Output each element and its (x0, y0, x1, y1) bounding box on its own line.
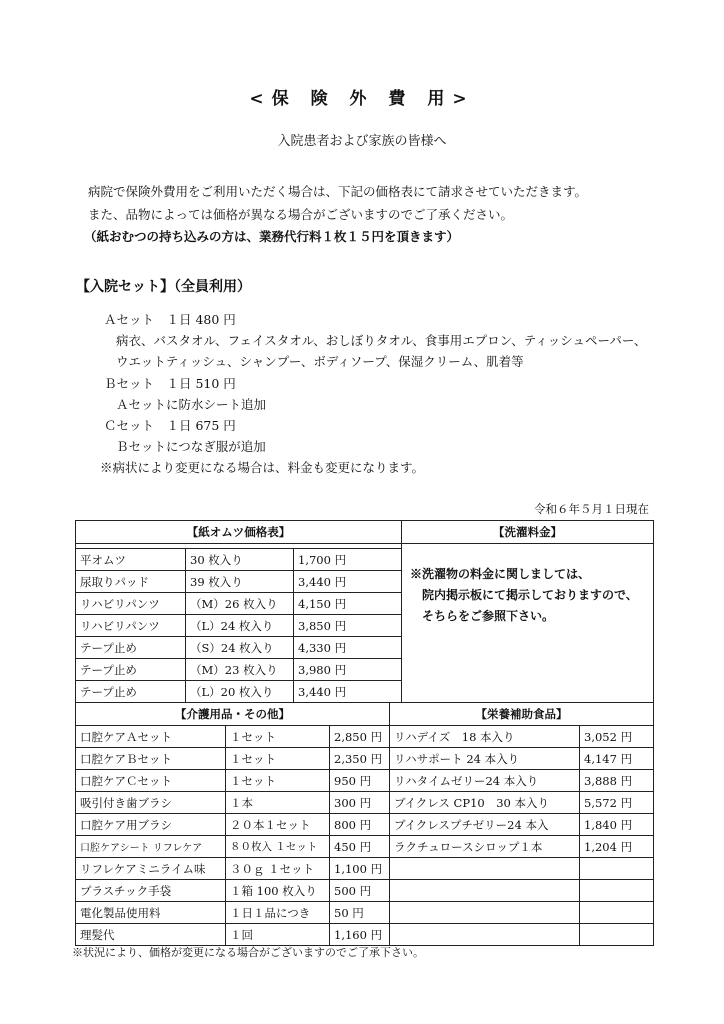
laundry-table-header: 【洗濯料金】 (402, 521, 654, 544)
nutrition-item: リハタイムゼリー24 本入り (390, 770, 580, 792)
page-subtitle: 入院患者および家族の皆様へ (277, 134, 447, 149)
set-a-contents-2: ウエットティッシュ、シャンプー、ボディソープ、保湿クリーム、肌着等 (116, 354, 524, 369)
table-row (76, 880, 654, 902)
laundry-note-line-1: ※洗濯物の料金に関しましては、 (410, 567, 591, 581)
diaper-laundry-header-row (76, 521, 654, 544)
diaper-qty: 30 枚入り (186, 549, 294, 571)
table-row (76, 924, 654, 946)
diaper-item: テープ止め (76, 637, 186, 659)
diaper-item: 尿取りパッド (76, 571, 186, 593)
care-unit: １セット (226, 726, 330, 748)
nutrition-price (580, 858, 654, 880)
admission-set-heading: 【入院セット】（全員利用） (76, 279, 251, 295)
table-row (76, 902, 654, 924)
nutrition-item (390, 880, 580, 902)
table-row (76, 836, 654, 858)
nutrition-item (390, 924, 580, 946)
set-c-contents: Ｂセットにつなぎ服が追加 (116, 439, 266, 454)
diaper-price: 3,440 円 (294, 571, 402, 593)
set-b-contents: Ａセットに防水シート追加 (116, 397, 267, 412)
care-nutrition-table (75, 702, 654, 946)
care-unit: １日１品につき (226, 902, 330, 924)
nutrition-item: リハサポート 24 本入り (390, 748, 580, 770)
diaper-price: 3,440 円 (294, 681, 402, 703)
nutrition-price: 4,147 円 (580, 748, 654, 770)
nutrition-item: ラクチュロースシロップ１本 (390, 836, 580, 858)
set-a-line: Ａセット １日 480 円 (104, 312, 236, 327)
nutrition-item: ブイクレスプチゼリー24 本入 (390, 814, 580, 836)
page-title: <保 険 外 費 用> (249, 89, 475, 109)
set-a-contents-1: 病衣、バスタオル、フェイスタオル、おしぼりタオル、食事用エプロン、ティッシュペーパー、 (116, 333, 647, 348)
set-b-line: Ｂセット １日 510 円 (104, 376, 236, 391)
nutrition-price: 5,572 円 (580, 792, 654, 814)
table-row (76, 858, 654, 880)
care-price: 950 円 (330, 770, 390, 792)
care-item: 口腔ケア用ブラシ (76, 814, 226, 836)
care-unit: １回 (226, 924, 330, 946)
care-unit: ２０本１セット (226, 814, 330, 836)
table-row (76, 814, 654, 836)
table-row (76, 748, 654, 770)
diaper-price: 3,980 円 (294, 659, 402, 681)
care-price: 50 円 (330, 902, 390, 924)
laundry-note-line-3: そちらをご参照下さい。 (410, 609, 555, 623)
care-unit: １箱 100 枚入り (226, 880, 330, 902)
diaper-item: テープ止め (76, 681, 186, 703)
set-note: ※病状により変更になる場合は、料金も変更になります。 (100, 460, 425, 475)
nutrition-price (580, 924, 654, 946)
diaper-table-header: 【紙オムツ価格表】 (76, 521, 402, 544)
intro-line-2: また、品物によっては価格が異なる場合がございますのでご了承ください。 (88, 207, 514, 222)
as-of-date: 令和６年５月１日現在 (534, 502, 649, 516)
care-price: 300 円 (330, 792, 390, 814)
diaper-qty: （L）20 枚入り (186, 681, 294, 703)
care-nutrition-header-row (76, 703, 654, 726)
care-price: 500 円 (330, 880, 390, 902)
care-item: 電化製品使用料 (76, 902, 226, 924)
care-unit: ３０ｇ １セット (226, 858, 330, 880)
diaper-qty: （S）24 枚入り (186, 637, 294, 659)
nutrition-price: 3,888 円 (580, 770, 654, 792)
intro-line-1: 病院で保険外費用をご利用いただく場合は、下記の価格表にて請求させていただきます。 (88, 184, 588, 199)
nutrition-price (580, 880, 654, 902)
diaper-item: 平オムツ (76, 549, 186, 571)
nutrition-table-header: 【栄養補助食品】 (390, 703, 654, 726)
nutrition-price: 1,840 円 (580, 814, 654, 836)
set-c-line: Ｃセット １日 675 円 (104, 418, 236, 433)
table-row (76, 726, 654, 748)
intro-line-3: （紙おむつの持ち込みの方は、業務代行料１枚１５円を頂きます） (84, 229, 460, 244)
care-unit: ８０枚入 １セット (226, 836, 330, 858)
care-item: 口腔ケアシート リフレケア (76, 836, 226, 858)
diaper-item: リハビリパンツ (76, 615, 186, 637)
diaper-qty: （M）26 枚入り (186, 593, 294, 615)
care-price: 450 円 (330, 836, 390, 858)
diaper-price: 4,330 円 (294, 637, 402, 659)
care-item: 理髪代 (76, 924, 226, 946)
nutrition-price (580, 902, 654, 924)
diaper-qty: （L）24 枚入り (186, 615, 294, 637)
care-price: 800 円 (330, 814, 390, 836)
care-item: リフレケアミニライム味 (76, 858, 226, 880)
nutrition-item: リハデイズ 18 本入り (390, 726, 580, 748)
diaper-price: 1,700 円 (294, 549, 402, 571)
care-item: 口腔ケアＢセット (76, 748, 226, 770)
care-item: 口腔ケアＡセット (76, 726, 226, 748)
nutrition-item: ブイクレス CP10 30 本入り (390, 792, 580, 814)
diaper-item: リハビリパンツ (76, 593, 186, 615)
nutrition-item (390, 858, 580, 880)
care-unit: １セット (226, 748, 330, 770)
diaper-price: 3,850 円 (294, 615, 402, 637)
footer-note: ※状況により、価格が変更になる場合がございますのでご了承下さい。 (72, 946, 424, 959)
diaper-qty: （M）23 枚入り (186, 659, 294, 681)
care-item: 吸引付き歯ブラシ (76, 792, 226, 814)
diaper-laundry-table (75, 520, 654, 703)
diaper-price: 4,150 円 (294, 593, 402, 615)
diaper-item: テープ止め (76, 659, 186, 681)
table-row (76, 770, 654, 792)
care-unit: １セット (226, 770, 330, 792)
care-item: 口腔ケアＣセット (76, 770, 226, 792)
care-price: 2,350 円 (330, 748, 390, 770)
care-price: 2,850 円 (330, 726, 390, 748)
nutrition-price: 3,052 円 (580, 726, 654, 748)
nutrition-item (390, 902, 580, 924)
care-item: プラスチック手袋 (76, 880, 226, 902)
care-table-header: 【介護用品・その他】 (76, 703, 390, 726)
table-row (76, 792, 654, 814)
care-price: 1,160 円 (330, 924, 390, 946)
laundry-note-line-2: 院内掲示板にて掲示しておりますので、 (410, 588, 638, 602)
care-price: 1,100 円 (330, 858, 390, 880)
laundry-note (402, 544, 654, 703)
nutrition-price: 1,204 円 (580, 836, 654, 858)
diaper-qty: 39 枚入り (186, 571, 294, 593)
care-unit: １本 (226, 792, 330, 814)
